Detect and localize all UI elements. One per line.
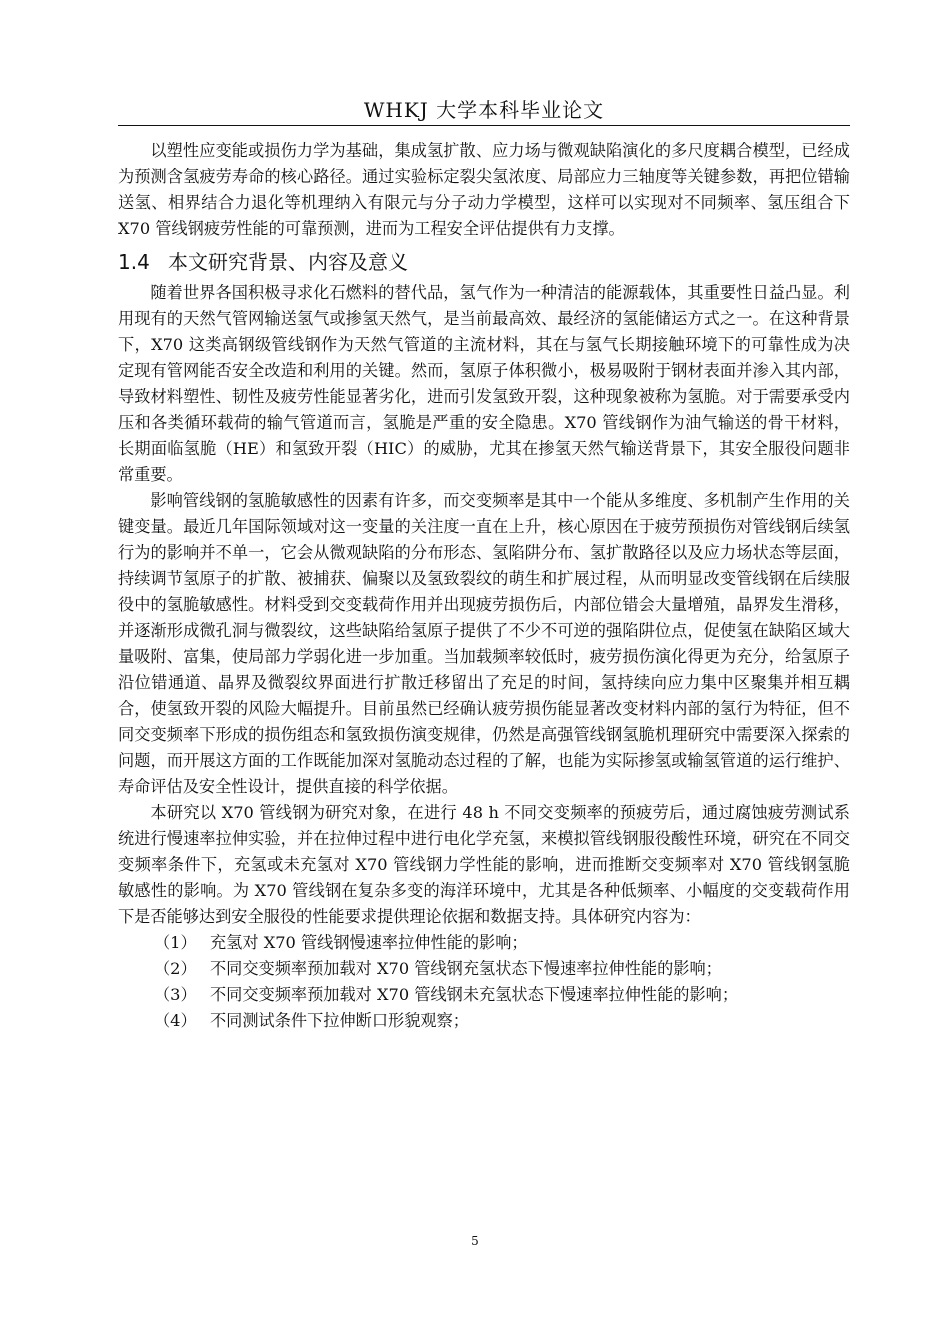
list-item [118,956,850,982]
section-heading [118,246,850,278]
paragraph-2: 随着世界各国积极寻求化石燃料的替代品，氢气作为一种清洁的能源载体，其重要性日益凸显。利用现有的天然气管网输送氢气或掺氢天然气，是当前最高效、最经济的氢能储运方式之一。在这种背景下，X70 这类高钢级管线钢作为天然气管道的主流材料，其在与氢气长期接触环境下的可靠性成为决定现有管网能否安全改造和利用的关键。然而，氢原子体积微小，极易吸附于钢材表面并渗入其内部，导致材料塑性、韧性及疲劳性能显著劣化，进而引发氢致开裂，这种现象被称为氢脆。对于需要承受内压和各类循环载荷的输气管道而言，氢脆是严重的安全隐患。X70 管线钢作为油气输送的骨干材料，长期面临氢脆（HE）和氢致开裂（HIC）的威胁，尤其在掺氢天然气输送背景下，其安全服役问题非常重要。 [118,283,850,484]
list-item [118,1008,850,1034]
list-item-text: 不同交变频率预加载对 X70 管线钢未充氢状态下慢速率拉伸性能的影响； [210,985,739,1004]
list-item-index: （2） [154,959,197,978]
page-number: 5 [471,1234,479,1248]
list-item-index: （3） [154,985,197,1004]
paragraph-1: 以塑性应变能或损伤力学为基础，集成氢扩散、应力场与微观缺陷演化的多尺度耦合模型，已经成为预测含氢疲劳寿命的核心路径。通过实验标定裂尖氢浓度、局部应力三轴度等关键参数，再把位错输送氢、相界结合力退化等机理纳入有限元与分子动力学模型，这样可以实现对不同频率、氢压组合下 X70 管线钢疲劳性能的可靠预测，进而为工程安全评估提供有力支撑。 [118,141,850,238]
paragraph-4: 本研究以 X70 管线钢为研究对象，在进行 48 h 不同交变频率的预疲劳后，通过腐蚀疲劳测试系统进行慢速率拉伸实验，并在拉伸过程中进行电化学充氢，来模拟管线钢服役酸性环境，研究在不同交变频率条件下，充氢或未充氢对 X70 管线钢力学性能的影响，进而推断交变频率对 X70 管线钢氢脆敏感性的影响。为 X70 管线钢在复杂多变的海洋环境中，尤其是各种低频率、小幅度的交变载荷作用下是否能够达到安全服役的性能要求提供理论依据和数据支持。具体研究内容为： [118,803,850,926]
list-item-text: 不同交变频率预加载对 X70 管线钢充氢状态下慢速率拉伸性能的影响； [210,959,722,978]
research-content-list [118,930,850,1034]
section-title: 本文研究背景、内容及意义 [168,250,408,274]
section-number: 1.4 [118,250,150,274]
header-divider [118,125,850,126]
list-item-text: 不同测试条件下拉伸断口形貌观察； [210,1011,469,1030]
list-item [118,930,850,956]
list-item [118,982,850,1008]
list-item-text: 充氢对 X70 管线钢慢速率拉伸性能的影响； [210,933,528,952]
page-content [118,138,850,1034]
page-header-title: WHKJ 大学本科毕业论文 [363,98,605,122]
list-item-index: （1） [154,933,197,952]
list-item-index: （4） [154,1011,197,1030]
paragraph-3: 影响管线钢的氢脆敏感性的因素有许多，而交变频率是其中一个能从多维度、多机制产生作用的关键变量。最近几年国际领域对这一变量的关注度一直在上升，核心原因在于疲劳预损伤对管线钢后续氢行为的影响并不单一，它会从微观缺陷的分布形态、氢陷阱分布、氢扩散路径以及应力场状态等层面，持续调节氢原子的扩散、被捕获、偏聚以及氢致裂纹的萌生和扩展过程，从而明显改变管线钢在后续服役中的氢脆敏感性。材料受到交变载荷作用并出现疲劳损伤后，内部位错会大量增殖，晶界发生滑移，并逐渐形成微孔洞与微裂纹，这些缺陷给氢原子提供了不少不可逆的强陷阱位点，促使氢在缺陷区域大量吸附、富集，使局部力学弱化进一步加重。当加载频率较低时，疲劳损伤演化得更为充分，给氢原子沿位错通道、晶界及微裂纹界面进行扩散迁移留出了充足的时间，氢持续向应力集中区聚集并相互耦合，使氢致开裂的风险大幅提升。目前虽然已经确认疲劳损伤能显著改变材料内部的氢行为特征，但不同交变频率下形成的损伤组态和氢致损伤演变规律，仍然是高强管线钢氢脆机理研究中需要深入探索的问题，而开展这方面的工作既能加深对氢脆动态过程的了解，也能为实际掺氢或输氢管道的运行维护、寿命评估及安全性设计，提供直接的科学依据。 [118,491,850,796]
